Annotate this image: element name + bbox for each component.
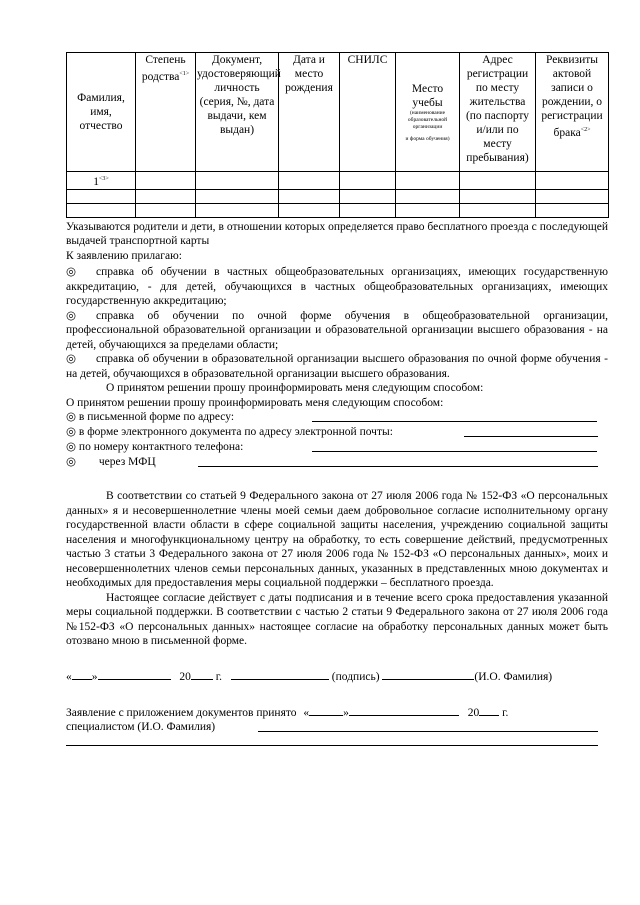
year-field[interactable] — [191, 668, 213, 680]
attachment-item: ◎ справка об обучении в образовательной организации высшего образования по очной форме обучения - на детей, обучающихся в образовательной организации высшего образования. — [66, 353, 608, 380]
checkbox-icon[interactable]: ◎ — [66, 441, 77, 454]
table-header-row — [67, 53, 609, 172]
header-birth: Дата и место рождения — [279, 53, 340, 172]
checkbox-icon[interactable]: ◎ — [66, 456, 77, 469]
header-kinship: Степень родства$^{<1>}$ — [136, 53, 196, 172]
attachment-item: ◎ справка об обучении в частных общеобразовательных организациях, имеющих государственную аккредитацию, - для детей, обучающихся в частных общеобразовательных организациях, имеющих государственную аккредитацию; — [66, 266, 608, 308]
table-row — [67, 203, 609, 217]
fio-label: (И.О. Фамилия) — [474, 670, 553, 683]
consent-validity-paragraph: Настоящее согласие действует с даты подписания и в течение всего срока предоставления указанной меры социальной поддержки. В соответствии с частью 2 статьи 9 Федерального закона от 27 июля 2006 года №152-ФЗ «О персональных данных» настоящее согласие на обработку персональных данных может быть отозвано мною в письменной форме. — [66, 591, 608, 648]
attachment-item: ◎ справка об обучении по очной форме обучения в общеобразовательной организации, профессиональной образовательной организации и образовательной организации высшего образования - на детей, обучающихся за пределами области; — [66, 309, 608, 351]
notify-option-mfc: ◎ через МФЦ — [66, 455, 608, 470]
family-members-table — [66, 52, 609, 218]
signature-label: (подпись) — [331, 670, 380, 683]
phone-field[interactable] — [312, 440, 597, 452]
table-row — [67, 189, 609, 203]
email-field[interactable] — [464, 425, 598, 437]
header-document: Документ, удостоверяющий личность (серия, №, дата выдачи, кем выдан) — [196, 53, 279, 172]
specialist-field[interactable] — [258, 720, 598, 732]
signature-field[interactable] — [231, 668, 329, 680]
application-form — [66, 52, 608, 746]
table-footnote: Указываются родители и дети, в отношении которых определяется право бесплатного проезда с последующей выдачей транспортной карты — [66, 220, 608, 248]
specialist-line: специалистом (И.О. Фамилия) — [66, 720, 608, 735]
header-study-place: Место учебы (наименование образовательной организации и форма обучения) — [396, 53, 460, 172]
notify-intro: О принятом решении прошу проинформировать меня следующим способом: — [106, 382, 484, 395]
checkbox-icon[interactable]: ◎ — [66, 353, 77, 366]
address-field[interactable] — [312, 410, 597, 422]
day-field[interactable] — [72, 668, 92, 680]
mfc-field[interactable] — [198, 455, 598, 467]
notify-option-phone: ◎ по номеру контактного телефона: — [66, 440, 608, 455]
header-snils: СНИЛС — [340, 53, 396, 172]
table-row — [67, 172, 609, 190]
checkbox-icon[interactable]: ◎ — [66, 266, 77, 279]
notify-intro-repeat: О принятом решении прошу проинформировать меня следующим способом: — [66, 396, 444, 409]
month-field[interactable] — [98, 668, 171, 680]
bottom-divider — [66, 745, 598, 746]
row-number-cell: $1^{<3>}$ — [67, 172, 136, 190]
header-act-record: Реквизиты актовой записи о рождении, о регистрации брака$^{<2>}$ — [536, 53, 609, 172]
attachments-title: К заявлению прилагаю: — [66, 249, 182, 262]
accepted-day-field[interactable] — [309, 704, 343, 716]
notify-option-mail: ◎ в письменной форме по адресу: — [66, 410, 608, 425]
accepted-month-field[interactable] — [349, 704, 459, 716]
header-address: Адрес регистрации по месту жительства (по паспорту и/или по месту пребывания) — [460, 53, 536, 172]
header-name: Фамилия, имя, отчество — [67, 53, 136, 172]
notify-option-email: ◎ в форме электронного документа по адресу электронной почты: — [66, 425, 608, 440]
checkbox-icon[interactable]: ◎ — [66, 411, 77, 424]
accepted-year-field[interactable] — [479, 704, 499, 716]
checkbox-icon[interactable]: ◎ — [66, 309, 77, 322]
accepted-line: Заявление с приложением документов принято « » 20 г. — [66, 704, 608, 720]
checkbox-icon[interactable]: ◎ — [66, 426, 77, 439]
name-field[interactable] — [382, 668, 474, 680]
consent-paragraph: В соответствии со статьей 9 Федерального закона от 27 июля 2006 года № 152-ФЗ «О персональных данных» я и несовершеннолетние члены моей семьи даем добровольное согласие исполнительному органу государственной власти области в сфере социальной защиты населения, учреждению социальной защиты населения и многофункциональному центру на обработку, то есть совершение действий, предусмотренных частью 3 статьи 3 Федерального закона от 27 июля 2006 года № 152-ФЗ «О персональных данных», моих и несовершеннолетних членов семьи персональных данных, указанных в представленных мною документах и необходимых для предоставления меры социальной поддержки – бесплатного проезда. — [66, 490, 608, 590]
signature-line: « » 20 г. (подпись) (И.О. Фамилия) — [66, 668, 608, 684]
